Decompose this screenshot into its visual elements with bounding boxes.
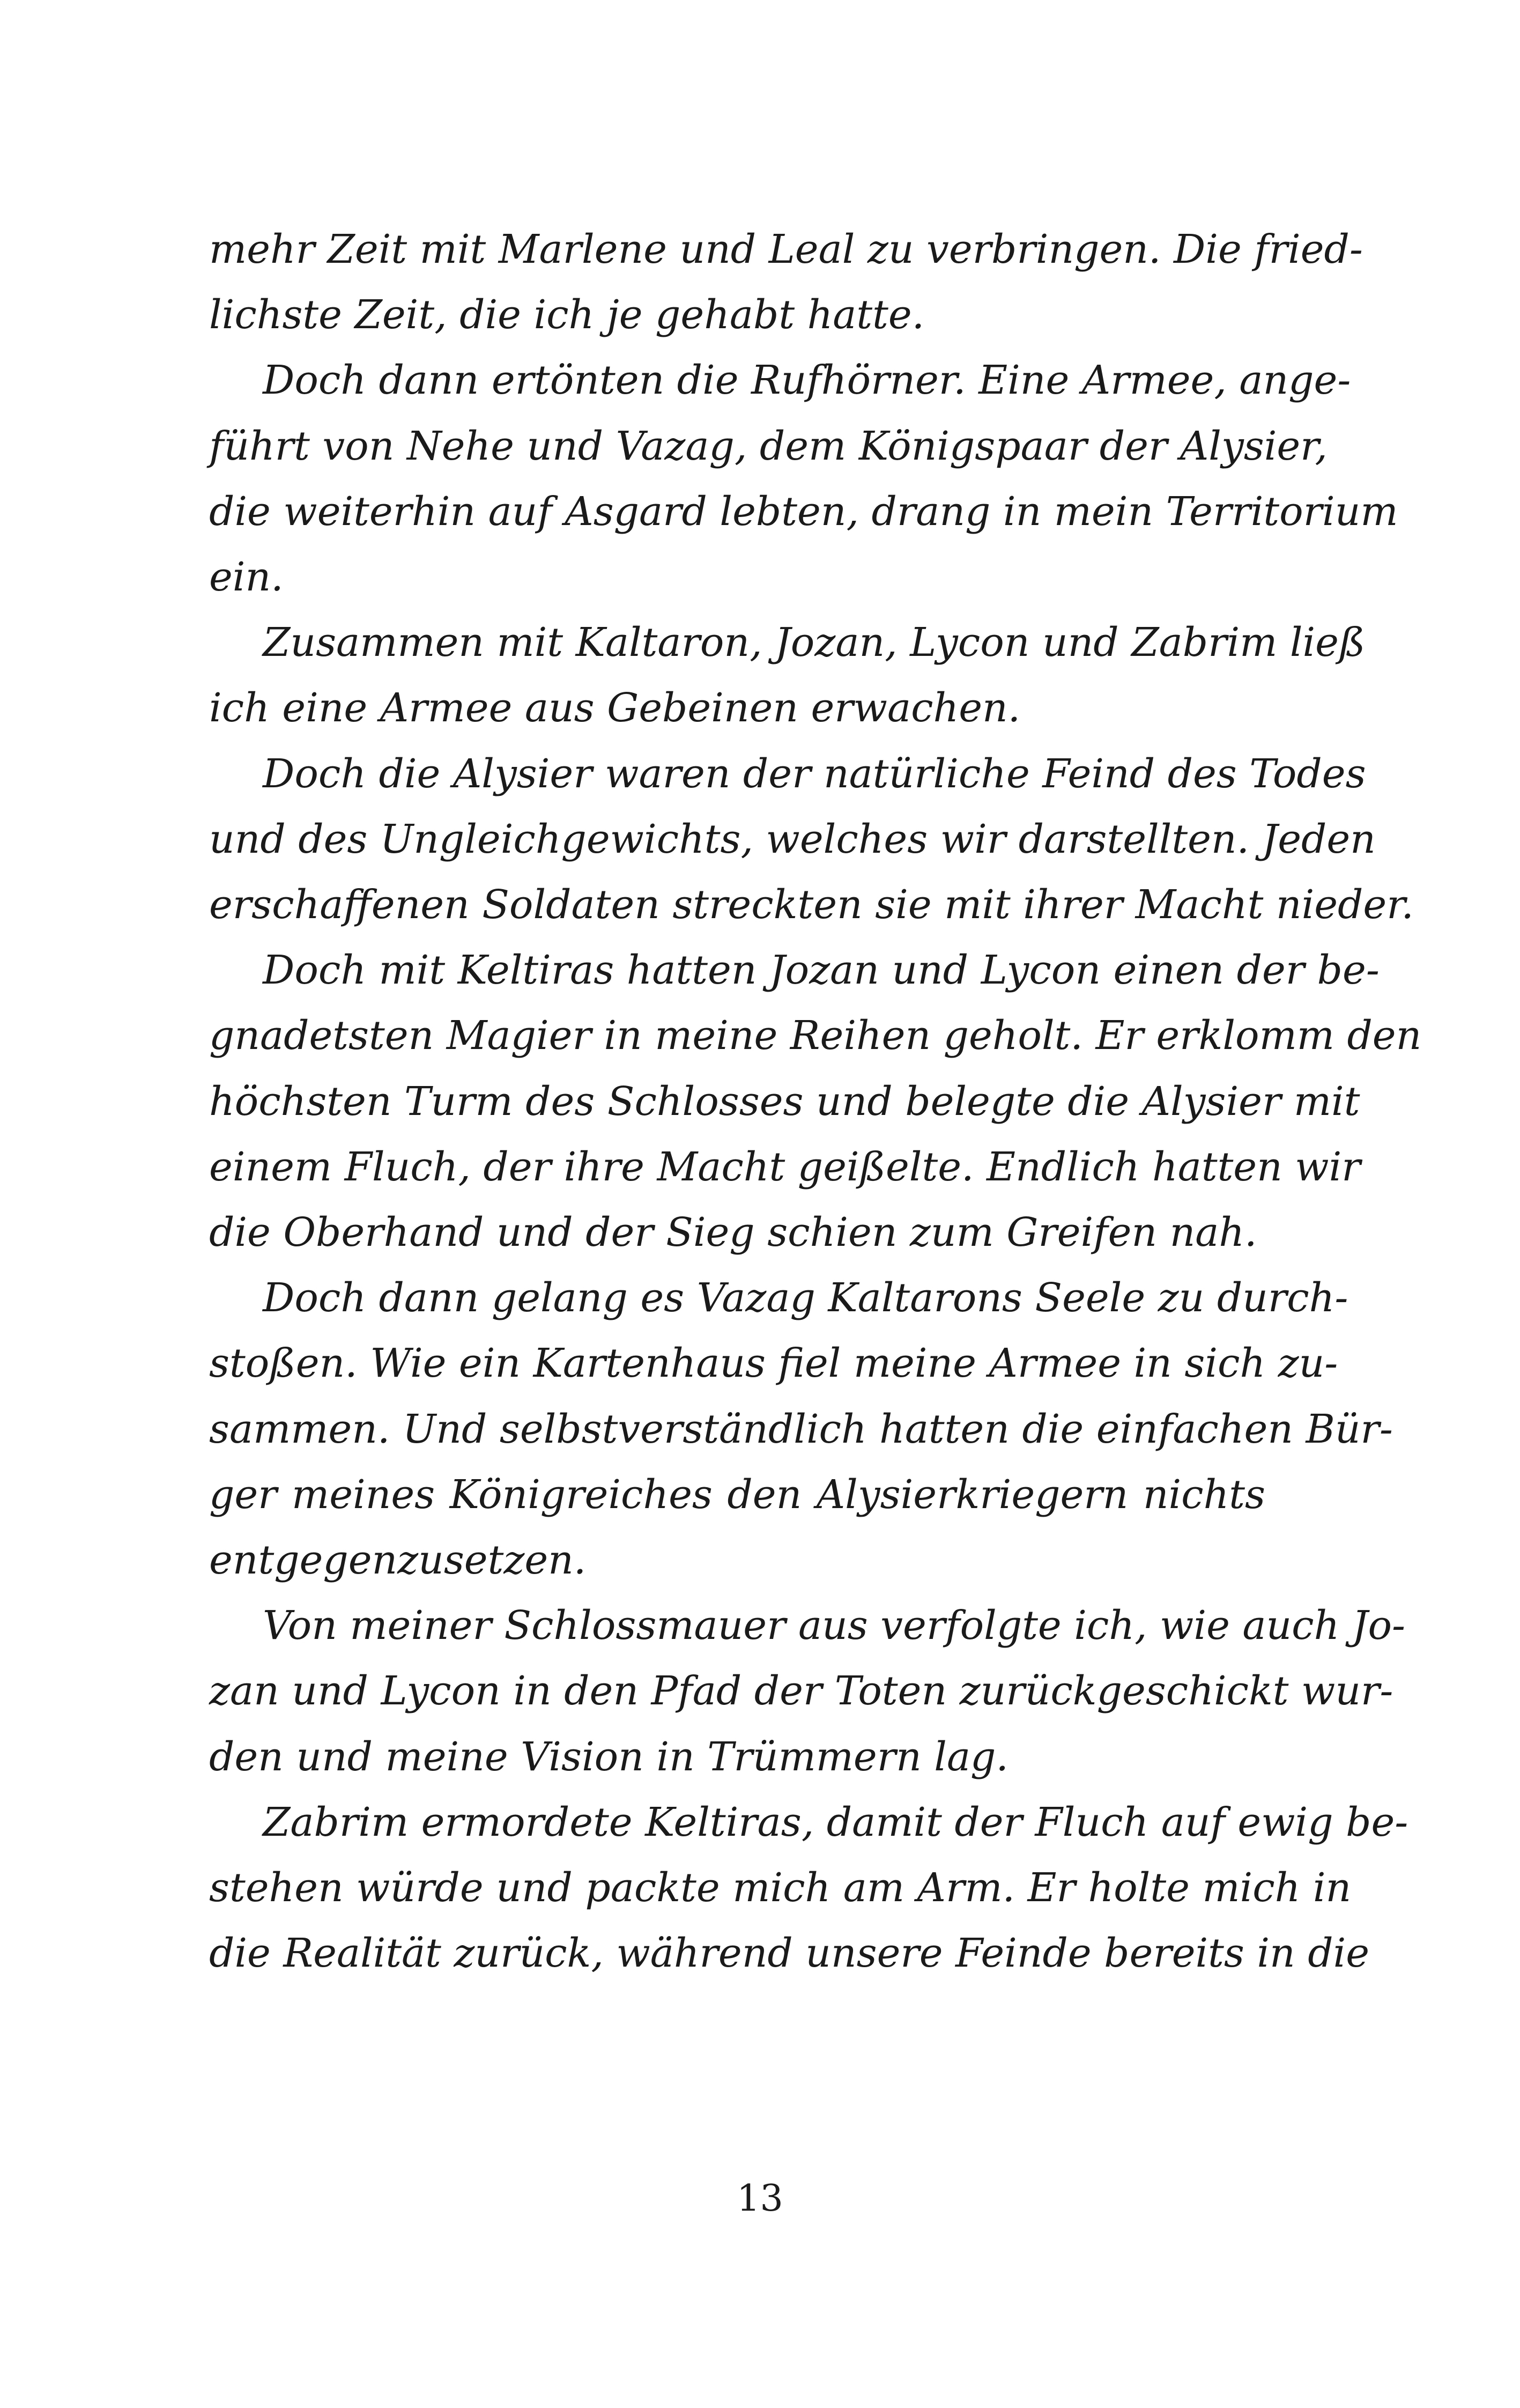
text-line: einem Fluch, der ihre Macht geißelte. Endlich hatten wir xyxy=(209,1143,1361,1190)
text-line: Doch dann gelang es Vazag Kaltarons Seele zu durch- xyxy=(263,1275,1348,1321)
text-line: Zabrim ermordete Keltiras, damit der Fluch auf ewig be- xyxy=(263,1799,1408,1845)
text-line: ich eine Armee aus Gebeinen erwachen. xyxy=(209,685,1021,732)
text-line: stoßen. Wie ein Kartenhaus fiel meine Armee in sich zu- xyxy=(209,1340,1338,1387)
text-line: zan und Lycon in den Pfad der Toten zurückgeschickt wur- xyxy=(209,1668,1393,1715)
text-line: gnadetsten Magier in meine Reihen geholt. Er erklomm den xyxy=(209,1013,1422,1059)
text-line: und des Ungleichgewichts, welches wir darstellten. Jeden xyxy=(209,816,1376,862)
text-line: erschaffenen Soldaten streckten sie mit ihrer Macht nieder. xyxy=(209,882,1414,928)
text-line: stehen würde und packte mich am Arm. Er holte mich in xyxy=(209,1865,1352,1911)
text-line: mehr Zeit mit Marlene und Leal zu verbringen. Die fried- xyxy=(209,226,1363,272)
text-line: den und meine Vision in Trümmern lag. xyxy=(209,1733,1009,1780)
text-line: die weiterhin auf Asgard lebten, drang in mein Territorium xyxy=(209,488,1398,535)
text-line: führt von Nehe und Vazag, dem Königspaar der Alysier, xyxy=(209,423,1328,469)
text-line: die Realität zurück, während unsere Feinde bereits in die xyxy=(209,1930,1370,1977)
text-line: Zusammen mit Kaltaron, Jozan, Lycon und Zabrim ließ xyxy=(263,619,1366,666)
text-line: ger meines Königreiches den Alysierkriegern nichts xyxy=(209,1471,1265,1518)
text-line: ein. xyxy=(209,554,284,600)
text-line: Doch mit Keltiras hatten Jozan und Lycon einen der be- xyxy=(263,947,1380,994)
text-line: höchsten Turm des Schlosses und belegte die Alysier mit xyxy=(209,1078,1360,1125)
text-line: lichste Zeit, die ich je gehabt hatte. xyxy=(209,292,925,338)
text-line: sammen. Und selbstverständlich hatten die einfachen Bür- xyxy=(209,1406,1393,1452)
text-line: die Oberhand und der Sieg schien zum Greifen nah. xyxy=(209,1209,1257,1255)
page-number: 13 xyxy=(737,2177,783,2220)
text-line: Von meiner Schlossmauer aus verfolgte ich, wie auch Jo- xyxy=(263,1602,1406,1649)
text-line: Doch die Alysier waren der natürliche Feind des Todes xyxy=(263,750,1366,797)
text-line: Doch dann ertönten die Rufhörner. Eine Armee, ange- xyxy=(263,357,1351,404)
text-line: entgegenzusetzen. xyxy=(209,1537,587,1583)
